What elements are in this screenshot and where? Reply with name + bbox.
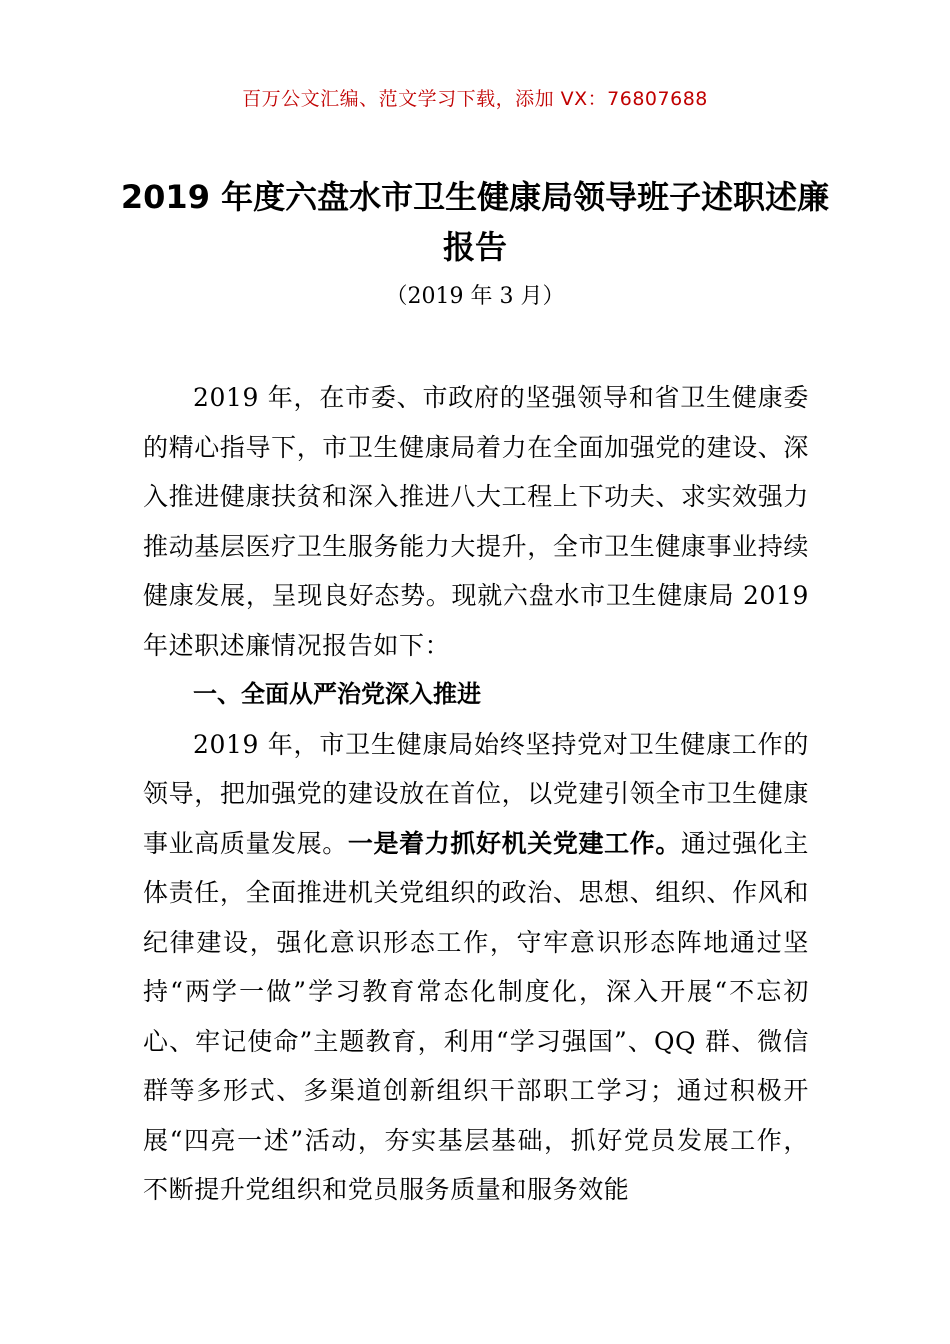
section1-text-part2: 通过强化主体责任，全面推进机关党组织的政治、思想、组织、作风和纪律建设，强化意识形态工作，守牢意识形态阵地通过坚持“两学一做”学习教育常态化制度化，深入开展“不忘初心、牢记使命”主题教育，利用“学习强国”、QQ 群、微信群等多形式、多渠道创新组织干部职工学习；通过积极开展“四亮一述”活动，夯实基层基础，抓好党员发展工作，不断提升党组织和党员服务质量和服务效能 bbox=[143, 828, 809, 1204]
document-body bbox=[143, 373, 809, 1215]
document-title: 2019 年度六盘水市卫生健康局领导班子述职述廉报告 bbox=[120, 178, 830, 266]
header-note: 百万公文汇编、范文学习下载，添加 VX：76807688 bbox=[242, 88, 708, 110]
section1-bold-lead: 一是着力抓好机关党建工作。 bbox=[347, 828, 681, 858]
section1-text-part1: 2019 年，市卫生健康局始终坚持党对卫生健康工作的领导，把加强党的建设放在首位，以党建引领全市卫生健康事业高质量发展。 bbox=[143, 729, 809, 858]
section-heading: 一、全面从严治党深入推进 bbox=[193, 680, 481, 708]
document-date: （2019 年 3 月） bbox=[385, 284, 565, 309]
intro-paragraph: 2019 年，在市委、市政府的坚强领导和省卫生健康委的精心指导下，市卫生健康局着力在全面加强党的建设、深入推进健康扶贫和深入推进八大工程上下功夫、求实效强力推动基层医疗卫生服务能力大提升，全市卫生健康事业持续健康发展，呈现良好态势。现就六盘水市卫生健康局 2019 年述职述廉情况报告如下： bbox=[143, 383, 809, 660]
section1-paragraph bbox=[143, 720, 809, 1215]
